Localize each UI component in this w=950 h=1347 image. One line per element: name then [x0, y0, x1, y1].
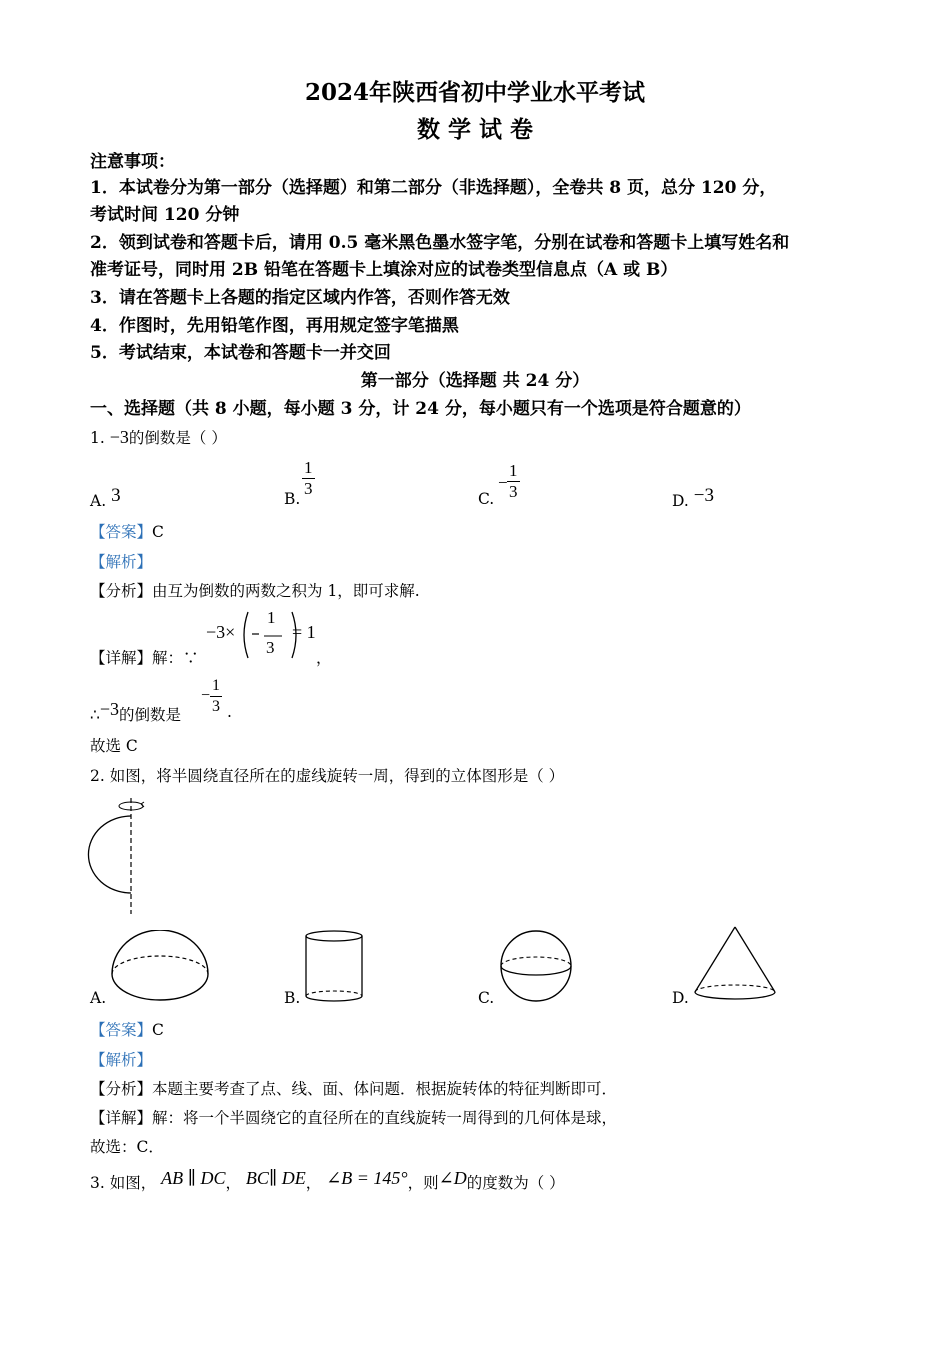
cone-icon: [690, 924, 780, 1004]
q1-therefore: ∴−3的倒数是: [90, 699, 182, 724]
exam-subtitle: 数 学 试 卷: [416, 116, 534, 143]
notice-item: 3．请在答题卡上各题的指定区域内作答，否则作答无效: [90, 288, 510, 308]
q2-option-d: D.: [672, 989, 689, 1007]
notice-item: 5．考试结束，本试卷和答题卡一并交回: [90, 343, 391, 363]
detail-frac-num: 1: [267, 608, 276, 627]
q2-detail: 【详解】解：将一个半圆绕它的直径所在的直线旋转一周得到的几何体是球，: [90, 1109, 618, 1127]
minus-sign: −: [201, 687, 211, 704]
notice-item: 1．本试卷分为第一部分（选择题）和第二部分（非选择题），全卷共 8 页，总分 120 分，: [90, 178, 777, 198]
notice-item: 4．作图时，先用铅笔作图，再用规定签字笔描黑: [90, 316, 459, 336]
q1-option-a: A. 3: [90, 485, 121, 510]
q1-option-c-fraction: $\frac{1}{3}$: [509, 461, 518, 501]
notice-heading: 注意事项：: [90, 152, 175, 172]
section-heading: 一、选择题（共 8 小题，每小题 3 分，计 24 分，每小题只有一个选项是符合题意的）: [90, 399, 751, 419]
q1-detail: 【详解】解：∵: [90, 649, 199, 667]
sphere-icon: [496, 929, 576, 1005]
cylinder-icon: [302, 928, 366, 1006]
q2-option-a: A.: [90, 989, 107, 1007]
math-expr: ∠D: [438, 1168, 467, 1188]
q2-analysis-tag: 【解析】: [90, 1051, 153, 1069]
exam-title: 2024年陕西省初中学业水平考试: [304, 79, 645, 106]
math-expr: −3: [109, 427, 129, 447]
question-3-stem: 3. 如图， AB ∥ DC， BC∥ DE， ∠B = 145°，则∠D的度数为（ ）: [90, 1168, 565, 1192]
notice-item: 准考证号，同时用 2B 铅笔在答题卡上填涂对应的试卷类型信息点（A 或 B）: [90, 260, 678, 280]
q2-answer: 【答案】C: [90, 1021, 164, 1039]
q1-conclusion: 故选 C: [90, 737, 138, 755]
question-1-stem: 1. −3的倒数是（ ）: [90, 427, 227, 447]
part-heading: 第一部分（选择题 共 24 分）: [360, 371, 590, 391]
q2-fenxi: 【分析】本题主要考查了点、线、面、体问题．根据旋转体的特征判断即可．: [90, 1080, 618, 1098]
q1-option-b: B.: [284, 490, 301, 508]
detail-expr-right: = 1: [292, 622, 316, 642]
q1-option-d: D. −3: [672, 485, 714, 510]
question-2-stem: 2. 如图，将半圆绕直径所在的虚线旋转一周，得到的立体图形是（ ）: [90, 767, 565, 785]
math-expr: ∠B = 145°: [326, 1168, 408, 1188]
q1-option-c: C.: [478, 490, 495, 508]
detail-comma: ，: [316, 649, 332, 667]
q1-fenxi: 【分析】由互为倒数的两数之积为 1，即可求解.: [90, 582, 420, 600]
math-expr: AB ∥ DC: [161, 1168, 226, 1188]
math-expr: BC∥ DE: [245, 1168, 306, 1188]
notice-item: 2．领到试卷和答题卡后，请用 0.5 毫米黑色墨水签字笔，分别在试卷和答题卡上填写姓名和: [90, 233, 790, 253]
q2-option-c: C.: [478, 989, 495, 1007]
q1-answer: 【答案】C: [90, 523, 164, 541]
detail-frac-den: 3: [266, 638, 275, 657]
q2-conclusion: 故选：C．: [90, 1138, 164, 1156]
hemisphere-icon: [108, 930, 212, 1006]
period: .: [227, 703, 232, 721]
q1-analysis-tag: 【解析】: [90, 553, 153, 571]
semicircle-figure: [86, 796, 146, 918]
minus-sign: −: [498, 473, 508, 492]
therefore-fraction: $\frac{1}{3}$: [212, 677, 220, 715]
q1-option-b-fraction: $\frac{1}{3}$: [304, 458, 313, 498]
q2-option-b: B.: [284, 989, 301, 1007]
notice-item: 考试时间 120 分钟: [90, 205, 240, 225]
detail-expr-left: −3×: [206, 622, 236, 642]
